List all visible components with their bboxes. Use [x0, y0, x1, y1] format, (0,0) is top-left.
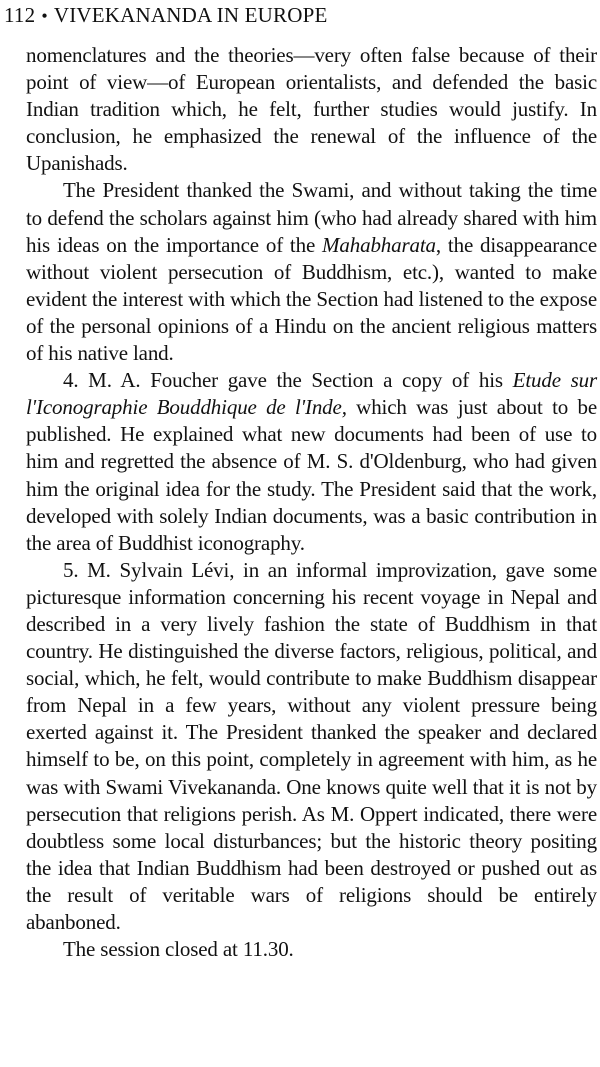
text-run: The President thanked the Swami, and without taking the time to defend the scholars against him (who had already shared with him his ideas on the importance of the — [26, 178, 597, 257]
text-run: which was just about to be published. He explained what new documents had been of use to him and regretted the absence of M. S. d'Oldenburg, who had given him the original idea for the study. The President said that the work, developed with solely Indian documents, was a basic contribution in the area of Buddhist iconography. — [26, 395, 597, 555]
page-number: 112 — [4, 3, 36, 27]
paragraph — [26, 42, 597, 177]
running-head — [4, 2, 328, 29]
text-run: The session closed at 11.30. — [63, 937, 294, 962]
paragraph — [26, 177, 597, 367]
text-run: nomenclatures and the theories—very often false because of their point of view—of European orientalists, and defended the basic Indian tradition which, he felt, further studies would justify. In conclusion, he emphasized the renewal of the influence of the Upanishads. — [26, 43, 597, 176]
italic-title: Etude sur l'Iconographie Bouddhique de l'Inde, — [26, 368, 597, 420]
paragraph — [26, 367, 597, 557]
bullet-separator: • — [41, 6, 48, 26]
text-run: 5. M. Sylvain Lévi, in an informal improvization, gave some picturesque information concerning his recent voyage in Nepal and described in a very lively fashion the state of Buddhism in that country. He distinguished the diverse factors, religious, political, and social, which, he felt, would contribute to make Buddhism disappear from Nepal in a few years, without any violent pressure being exerted against it. The President thanked the speaker and declared himself to be, on this point, completely in agreement with him, as he was with Swami Vivekananda. One knows quite well that it is not by persecution that religions perish. As M. Oppert indicated, there were doubtless some local disturbances; but the historic theory positing the idea that Indian Buddhism had been destroyed or pushed out as the result of veritable wars of religions should be entirely abanboned. — [26, 557, 597, 934]
text-run: 4. M. A. Foucher gave the Section a copy of his — [63, 368, 513, 393]
paragraph — [26, 557, 597, 936]
italic-title: Mahabharata — [322, 232, 436, 257]
body-text — [26, 42, 597, 963]
running-head-title: VIVEKANANDA IN EUROPE — [53, 3, 328, 27]
text-run: , the disappearance without violent persecution of Buddhism, etc.), wanted to make evident the interest with which the Section had listened to the expose of the personal opinions of a Hindu on the ancient religious matters of his native land. — [26, 232, 597, 366]
paragraph — [26, 936, 597, 963]
